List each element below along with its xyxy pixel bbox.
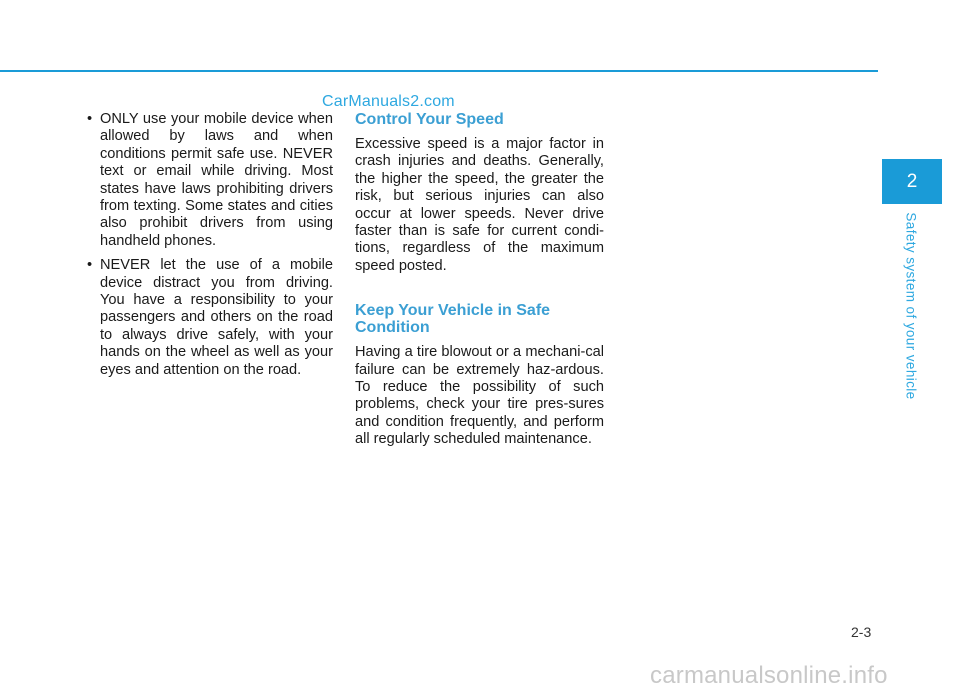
heading-safe-condition: Keep Your Vehicle in Safe Condition	[355, 302, 551, 337]
heading-control-speed: Control Your Speed	[355, 111, 504, 128]
page-number: 2-3	[851, 624, 872, 640]
bullet-item-distraction: • NEVER let the use of a mobile device distract you from driving. You have a responsibility to your passengers and others on the road to always drive safely, with your hands on the wheel as well as your eyes and attention on the road.	[87, 257, 333, 379]
paragraph-safe-condition: Having a tire blowout or a mechani-cal failure can be extremely haz-ardous. To reduce the possibility of such problems, check your tire pres-sures and condition frequently, and perform all regularly scheduled maintenance.	[355, 344, 604, 448]
right-column	[355, 111, 604, 449]
paragraph-control-speed: Excessive speed is a major factor in crash injuries and deaths. Generally, the higher the speed, the greater the risk, but serious injuries can also occur at lower speeds. Never drive faster than is safe for current condi-tions, regardless of the maximum speed posted.	[355, 136, 604, 274]
bullet-list	[87, 111, 333, 379]
watermark-bottom-logo[interactable]: carmanualsonline.info	[650, 662, 888, 689]
header-rule	[0, 70, 878, 72]
watermark-top-logo[interactable]: CarManuals2.com	[322, 93, 455, 110]
chapter-number-tab: 2	[882, 159, 942, 204]
left-column	[87, 111, 333, 386]
chapter-title-vertical: Safety system of your vehicle	[903, 212, 919, 400]
bullet-item-mobile-use: • ONLY use your mobile device when allowed by laws and when conditions permit safe use. NEVER text or email while driving. Most states have laws prohibiting drivers from texting. Some states and cities also prohibit drivers from using handheld phones.	[87, 111, 333, 250]
